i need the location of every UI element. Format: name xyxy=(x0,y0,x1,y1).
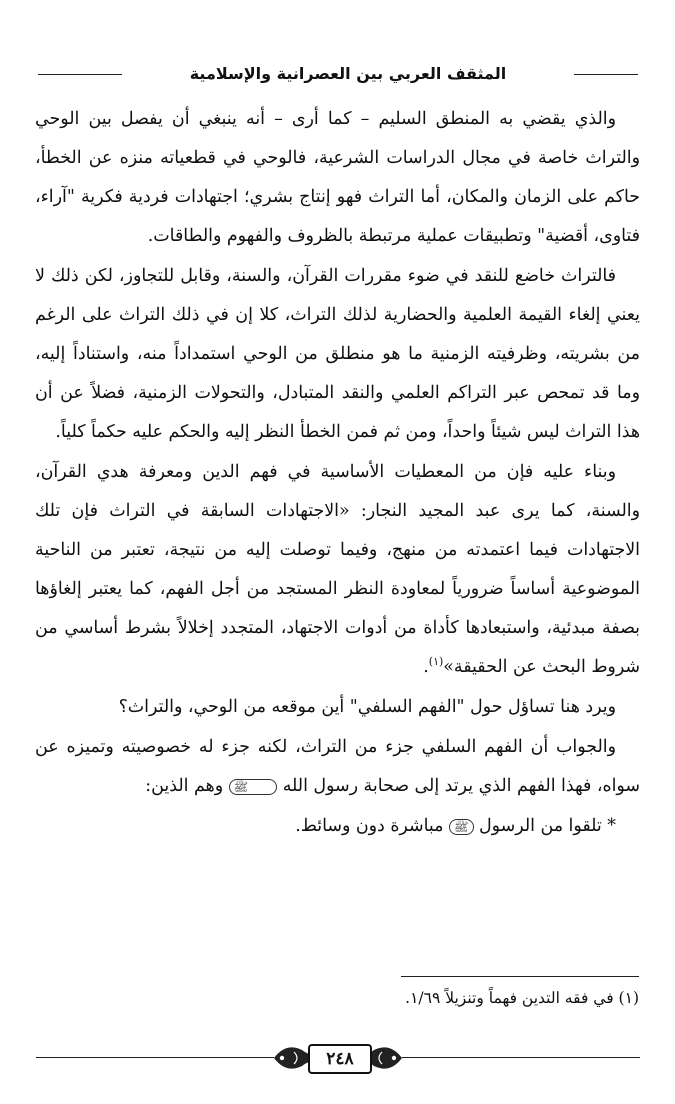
salawat-icon: ﷺ xyxy=(449,819,474,835)
header-rule-left xyxy=(38,74,122,75)
salawat-icon: ﷺ xyxy=(229,779,278,795)
running-header xyxy=(38,60,638,88)
header-rule-right xyxy=(574,74,638,75)
paragraph-1: والذي يقضي به المنطق السليم – كما أرى – أنه ينبغي أن يفصل بين الوحي والتراث خاصة في مجال الدراسات الشرعية، فالوحي في قطعياته منزه عن الخطأ، حاكم على الزمان والمكان، أما التراث فهو إنتاج بشري؛ اجتهادات فردية فكرية "آراء، فتاوى، أقضية" وتطبيقات عملية مرتبطة بالظروف والفهوم والطاقات. xyxy=(35,109,640,246)
bullet-item xyxy=(35,807,640,846)
page-number: ٢٤٨ xyxy=(308,1044,372,1074)
footnote-reference: (١) xyxy=(428,655,444,669)
page-footer xyxy=(36,1038,640,1082)
paragraph-3-text: وبناء عليه فإن من المعطيات الأساسية في فهم الدين ومعرفة هدي القرآن، والسنة، كما يرى عبد المجيد النجار: «الاجتهادات السابقة في التراث فإن تلك الاجتهادات فيما اعتمدته من منهج، وفيما توصلت إليه من نتيجة، تعتبر من الناحية الموضوعية أساساً ضرورياً لمعاودة النظر المستجد من أجل الفهم، كما يعتبر إلغاؤها بصفة مبدئية، واستبعادها كأداة من أدوات الاجتهاد، المتجدد إخلالاً بشرط أساسي من شروط البحث عن الحقيقة» xyxy=(35,462,640,677)
paragraph-2: فالتراث خاضع للنقد في ضوء مقررات القرآن، والسنة، وقابل للتجاوز، لكن ذلك لا يعني إلغاء القيمة العلمية والحضارية لذلك التراث، كلا إن في ذلك التراث على الرغم من بشريته، وظرفيته الزمنية ما هو منطلق من الوحي استمداداً منه، واستناداً إليه، وما قد تمحص عبر التراكم العلمي والنقد المتبادل، والتحولات الزمنية، فضلاً عن أن هذا التراث ليس شيئاً واحداً، ومن ثم فمن الخطأ النظر إليه والحكم عليه حكماً كلياً. xyxy=(35,266,640,442)
header-title: المثقف العربي بين العصرانية والإسلامية xyxy=(189,64,507,83)
paragraph-5 xyxy=(35,728,640,806)
paragraph-3 xyxy=(35,453,640,687)
footnote-separator xyxy=(401,976,639,977)
paragraph-4: ويرد هنا تساؤل حول "الفهم السلفي" أين موقعه من الوحي، والتراث؟ xyxy=(118,697,616,717)
paragraph-3-end: . xyxy=(423,657,429,677)
footer-rule-left xyxy=(36,1057,274,1058)
bullet-text-b: مباشرة دون وسائط. xyxy=(295,816,444,836)
paragraph-5-text-a: والجواب أن الفهم السلفي جزء من التراث، لكنه جزء له خصوصيته وتميزه عن سواه، فهذا الفهم الذي يرتد إلى صحابة رسول الله xyxy=(35,737,640,796)
main-text xyxy=(35,100,640,847)
bullet-text-a: * تلقوا من الرسول xyxy=(479,816,616,836)
footnote: (١) في فقه التدين فهماً وتنزيلاً ١/٦٩. xyxy=(405,989,639,1007)
footer-rule-right xyxy=(402,1057,640,1058)
paragraph-5-text-b: وهم الذين: xyxy=(145,776,224,796)
